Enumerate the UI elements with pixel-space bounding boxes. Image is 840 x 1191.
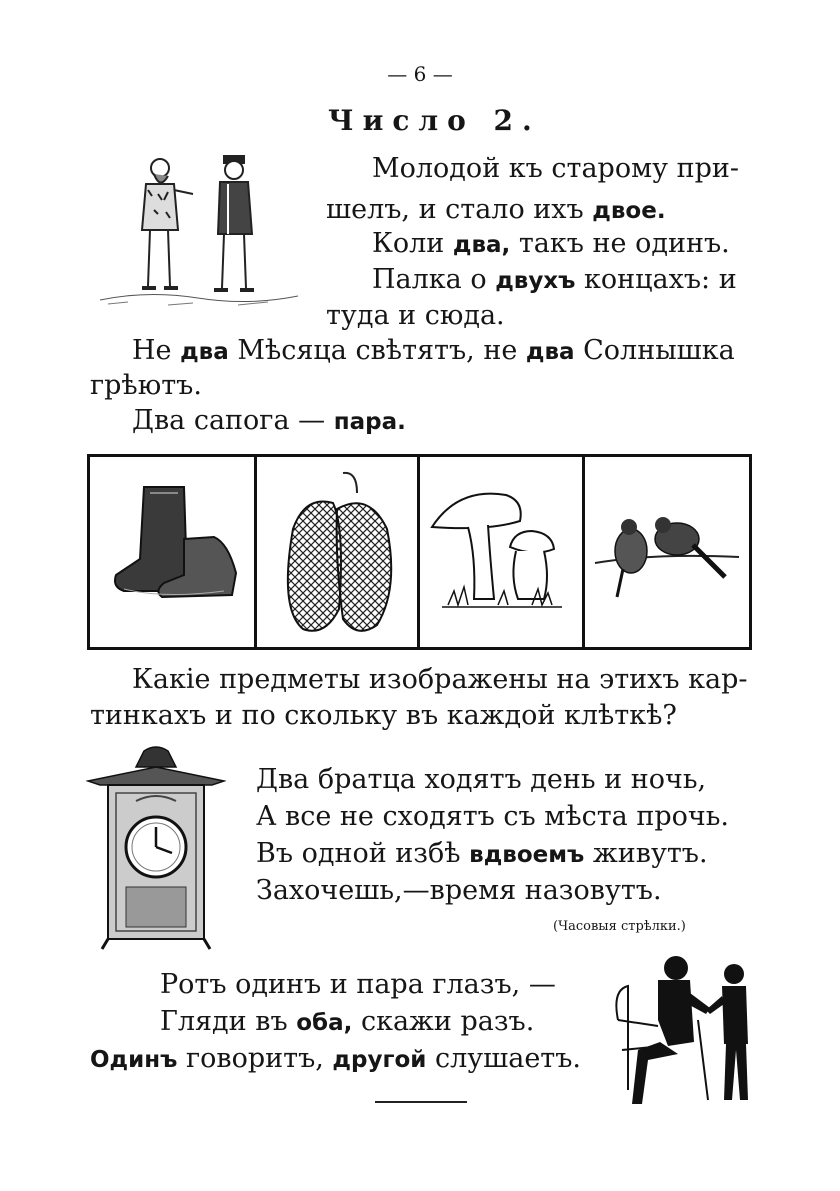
intro-line-3-text-a: Коли (372, 228, 453, 259)
ground-hatching (100, 294, 298, 301)
strip-cell-bast-shoes (257, 457, 417, 647)
page-title: Число 2. (328, 104, 541, 137)
proverb-line-2: грѣютъ. (90, 370, 202, 401)
emphasis-dvoe: двое. (592, 198, 666, 224)
pair-line (132, 407, 406, 434)
intro-line-4-text-b: концахъ: и (575, 264, 737, 295)
strip-cell-mushrooms (420, 457, 582, 647)
proverb-text-a: Не (132, 335, 181, 366)
riddle-line-3 (256, 840, 708, 867)
closing-rule (375, 1101, 467, 1103)
emphasis-vdvoem: вдвоемъ (469, 842, 585, 868)
clock-illustration (86, 745, 226, 950)
emphasis-odin: Одинъ (90, 1047, 178, 1073)
cane (698, 1020, 708, 1100)
old-man-figure (142, 159, 193, 288)
strip-cell-birds (585, 457, 749, 647)
verse-line-3-text-b: слушаетъ. (426, 1043, 582, 1074)
picture-strip (87, 454, 752, 650)
strip-cell-boots (90, 457, 254, 647)
intro-line-5: туда и сюда. (326, 300, 505, 331)
boots-icon (104, 479, 244, 629)
proverb-text-b: Мѣсяца свѣтятъ, не (228, 335, 526, 366)
riddle-line-1: Два братца ходятъ день и ночь, (256, 764, 707, 795)
emphasis-dva-1: два (180, 339, 229, 365)
riddle-line-2: А все не сходятъ съ мѣста прочь. (256, 801, 730, 832)
intro-line-3-text-b: такъ не одинъ. (510, 228, 730, 259)
emphasis-dva: два, (452, 232, 511, 258)
young-man-figure (214, 156, 254, 290)
riddle-line-4: Захочешь,—время назовутъ. (256, 875, 662, 906)
pair-line-text: Два сапога — (132, 405, 334, 436)
verse-line-3 (90, 1045, 581, 1072)
intro-line-1: Молодой къ старому при- (372, 153, 739, 184)
intro-line-4 (372, 266, 737, 293)
proverb-text-c: Солнышка (574, 335, 735, 366)
verse-line-2-text-b: скажи разъ. (352, 1006, 535, 1037)
verse-line-2 (160, 1008, 534, 1035)
question-line-1: Какіе предметы изображены на этихъ кар- (132, 664, 748, 695)
verse-line-2-text-a: Гляди въ (160, 1006, 297, 1037)
intro-line-2-text: шелъ, и стало ихъ (326, 194, 593, 225)
emphasis-dva-2: два (525, 339, 575, 365)
mushrooms-icon (428, 487, 576, 617)
riddle-line-3-text-a: Въ одной избѣ (256, 838, 470, 869)
page-number: — 6 — (387, 62, 453, 86)
riddle-answer: (Часовыя стрѣлки.) (553, 919, 686, 934)
bast-shoes-icon (275, 469, 403, 641)
question-line-2: тинкахъ и по скольку въ каждой клѣткѣ? (90, 700, 677, 731)
emphasis-dvukh: двухъ (495, 268, 576, 294)
riddle-line-3-text-b: живутъ. (584, 838, 708, 869)
silhouette-illustration (598, 950, 758, 1110)
two-men-illustration (98, 150, 303, 310)
intro-line-3 (372, 230, 730, 257)
emphasis-oba: оба, (296, 1010, 353, 1036)
verse-line-3-text-a: говоритъ, (177, 1043, 333, 1074)
emphasis-drugoy: другой (332, 1047, 427, 1073)
emphasis-para: пара. (333, 409, 406, 435)
birds-icon (593, 507, 741, 607)
intro-line-2 (326, 196, 666, 223)
intro-line-4-text-a: Палка о (372, 264, 496, 295)
verse-line-1: Ротъ одинъ и пара глазъ, — (160, 969, 556, 1000)
proverb-line-1 (132, 337, 735, 364)
